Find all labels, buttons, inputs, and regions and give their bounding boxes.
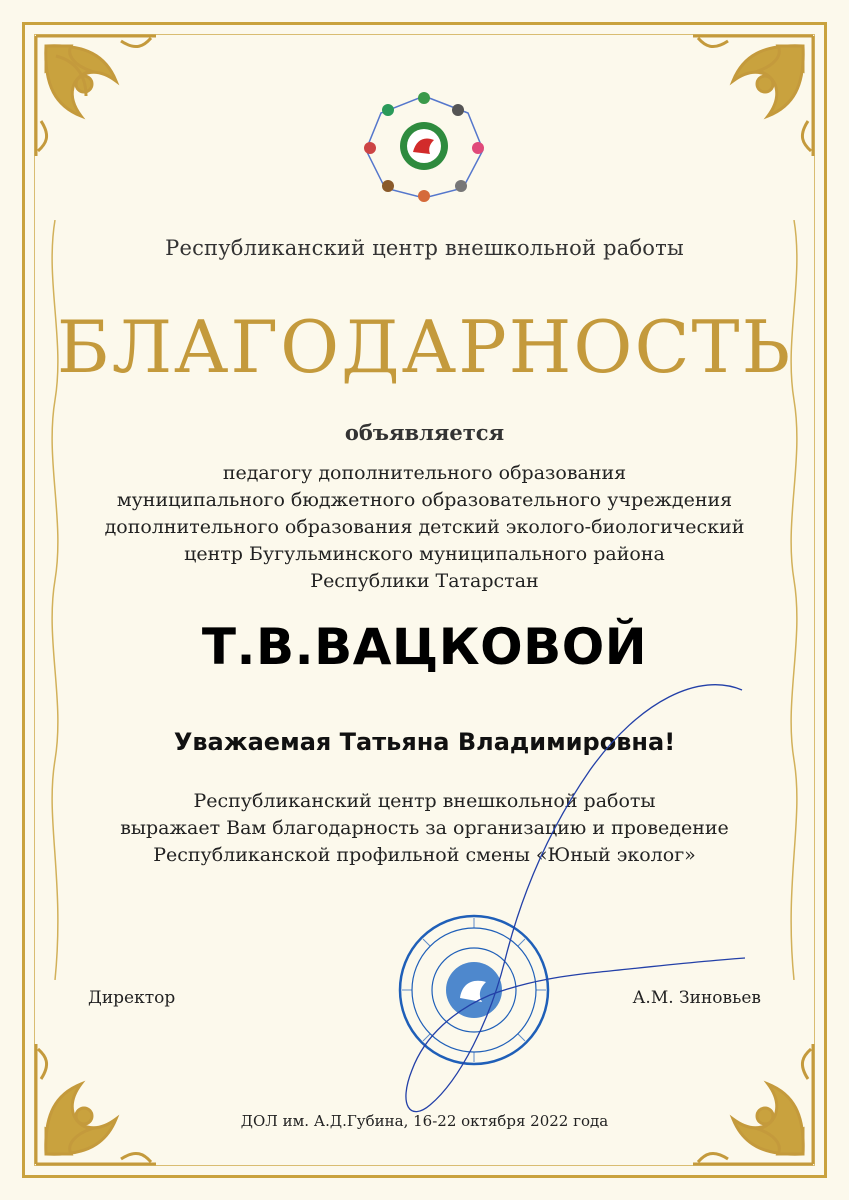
corner-ornament-top-left: [26, 26, 166, 166]
recipient-name: Т.В.ВАЦКОВОЙ: [201, 618, 648, 676]
footer-event-date: ДОЛ им. А.Д.Губина, 16-22 октября 2022 года: [240, 1112, 609, 1130]
recipient-description-line: Республики Татарстан: [310, 570, 539, 592]
recipient-description-line: дополнительного образования детский эколого-биологический: [104, 516, 745, 538]
announce-text: объявляется: [344, 420, 505, 445]
recipient-description-line: центр Бугульминского муниципального района: [184, 543, 665, 565]
organization-logo: [358, 88, 491, 203]
message-body: [60, 788, 789, 869]
recipient-description-line: муниципального бюджетного образовательного учреждения: [116, 489, 733, 511]
recipient-description: [60, 460, 789, 595]
signatory-role: Директор: [88, 988, 176, 1008]
corner-ornament-bottom-left: [26, 1034, 166, 1174]
corner-ornament-top-right: [683, 26, 823, 166]
organization-name: Республиканский центр внешкольной работы: [165, 236, 684, 260]
signatory-name: А.М. Зиновьев: [632, 988, 761, 1008]
salutation: Уважаемая Татьяна Владимировна!: [173, 728, 676, 756]
certificate-title: БЛАГОДАРНОСТЬ: [56, 305, 793, 389]
corner-ornament-bottom-right: [683, 1034, 823, 1174]
message-line: Республиканский центр внешкольной работы: [193, 790, 656, 812]
recipient-description-line: педагогу дополнительного образования: [222, 462, 627, 484]
message-line: выражает Вам благодарность за организацию и проведение: [120, 817, 729, 839]
official-stamp: [396, 912, 552, 1068]
message-line: Республиканской профильной смены «Юный эколог»: [153, 844, 696, 866]
